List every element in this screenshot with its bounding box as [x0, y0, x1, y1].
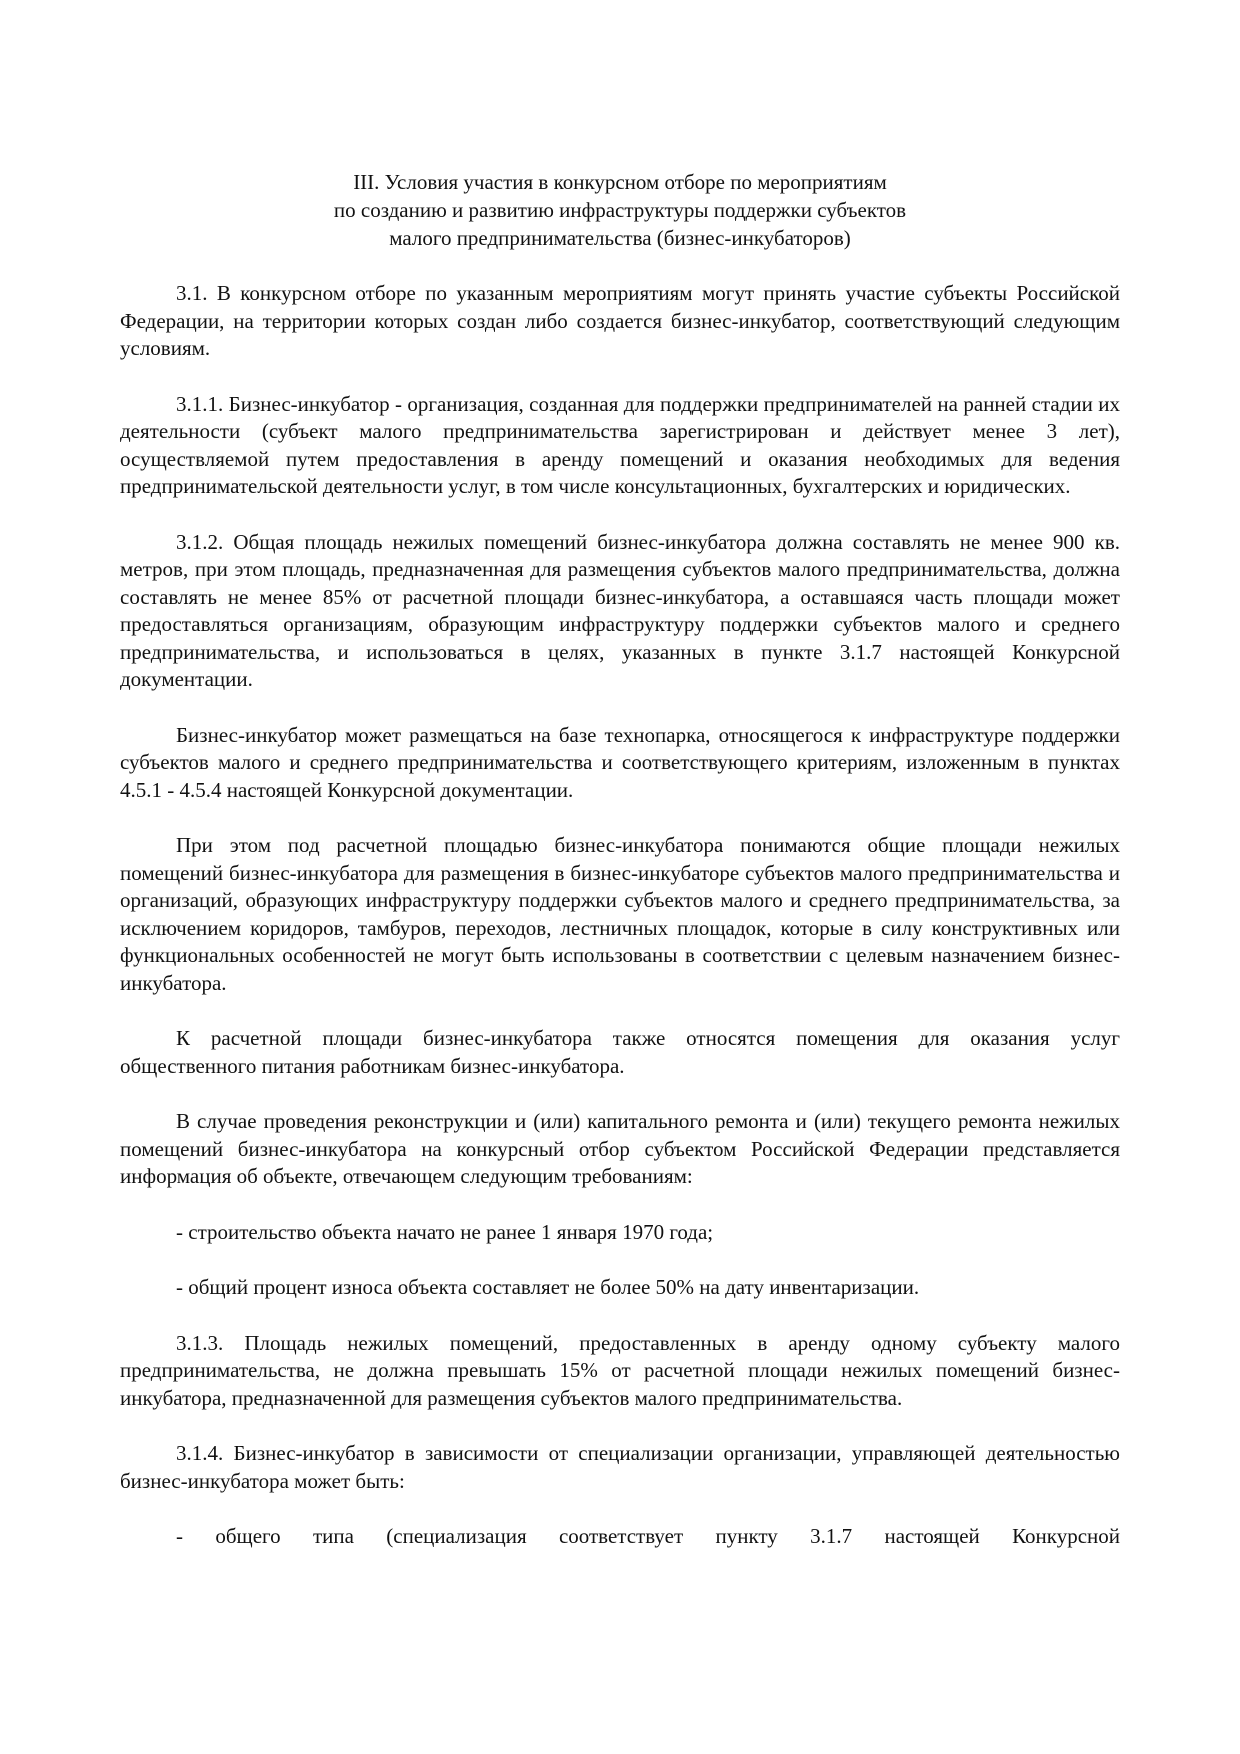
paragraph-technopark: Бизнес-инкубатор может размещаться на базе технопарка, относящегося к инфраструктуре поддержки субъектов малого и среднего предпринимательства и соответствующего критериям, изложенным в пунктах 4.5.1 - 4.5.4 настоящей Конкурсной документации. — [120, 722, 1120, 802]
paragraph-3-1-1: 3.1.1. Бизнес-инкубатор - организация, созданная для поддержки предпринимателей на ранней стадии их деятельности (субъект малого предпринимательства зарегистрирован и действует менее 3 лет), осуществляемой путем предоставления в аренду помещений и оказания необходимых для ведения предпринимательской деятельности услуг, в том числе консультационных, бухгалтерских и юридических. — [120, 391, 1120, 498]
paragraph-catering: К расчетной площади бизнес-инкубатора также относятся помещения для оказания услуг общественного питания работникам бизнес-инкубатора. — [120, 1026, 1120, 1078]
document-page — [120, 168, 1120, 1551]
heading-line-2: по созданию и развитию инфраструктуры поддержки субъектов — [333, 198, 907, 222]
list-item-general-type: - общего типа (специализация соответствует пункту 3.1.7 настоящей Конкурсной — [176, 1524, 1120, 1548]
paragraph-3-1-3: 3.1.3. Площадь нежилых помещений, предоставленных в аренду одному субъекту малого предпринимательства, не должна превышать 15% от расчетной площади нежилых помещений бизнес-инкубатора, предназначенной для размещения субъектов малого предпринимательства. — [120, 1330, 1120, 1410]
paragraph-calculated-area: При этом под расчетной площадью бизнес-инкубатора понимаются общие площади нежилых помещений бизнес-инкубатора для размещения в бизнес-инкубаторе субъектов малого предпринимательства и организаций, образующих инфраструктуру поддержки субъектов малого и среднего предпринимательства, за исключением коридоров, тамбуров, переходов, лестничных площадок, которые в силу конструктивных или функциональных особенностей не могут быть использованы в соответствии с целевым назначением бизнес-инкубатора. — [120, 833, 1120, 995]
paragraph-3-1-2: 3.1.2. Общая площадь нежилых помещений бизнес-инкубатора должна составлять не менее 900 кв. метров, при этом площадь, предназначенная для размещения субъектов малого предпринимательства, должна составлять не менее 85% от расчетной площади бизнес-инкубатора, а оставшаяся часть площади может предоставляться организациям, образующим инфраструктуру поддержки субъектов малого и среднего предпринимательства, и использоваться в целях, указанных в пункте 3.1.7 настоящей Конкурсной документации. — [120, 529, 1120, 691]
paragraph-3-1-4: 3.1.4. Бизнес-инкубатор в зависимости от специализации организации, управляющей деятельностью бизнес-инкубатора может быть: — [120, 1441, 1120, 1493]
heading-line-3: малого предпринимательства (бизнес-инкубаторов) — [389, 226, 851, 250]
section-heading — [120, 168, 1120, 252]
paragraph-reconstruction: В случае проведения реконструкции и (или) капитального ремонта и (или) текущего ремонта нежилых помещений бизнес-инкубатора на конкурсный отбор субъектом Российской Федерации представляется информация об объекте, отвечающем следующим требованиям: — [120, 1109, 1120, 1188]
paragraph-3-1: 3.1. В конкурсном отборе по указанным мероприятиям могут принять участие субъекты Российской Федерации, на территории которых создан либо создается бизнес-инкубатор, соответствующий следующим условиям. — [120, 281, 1120, 360]
heading-line-1: III. Условия участия в конкурсном отборе по мероприятиям — [353, 170, 887, 194]
list-item-construction-date: - строительство объекта начато не ранее 1 января 1970 года; — [176, 1219, 714, 1244]
list-item-wear-percent: - общий процент износа объекта составляет не более 50% на дату инвентаризации. — [176, 1275, 920, 1299]
